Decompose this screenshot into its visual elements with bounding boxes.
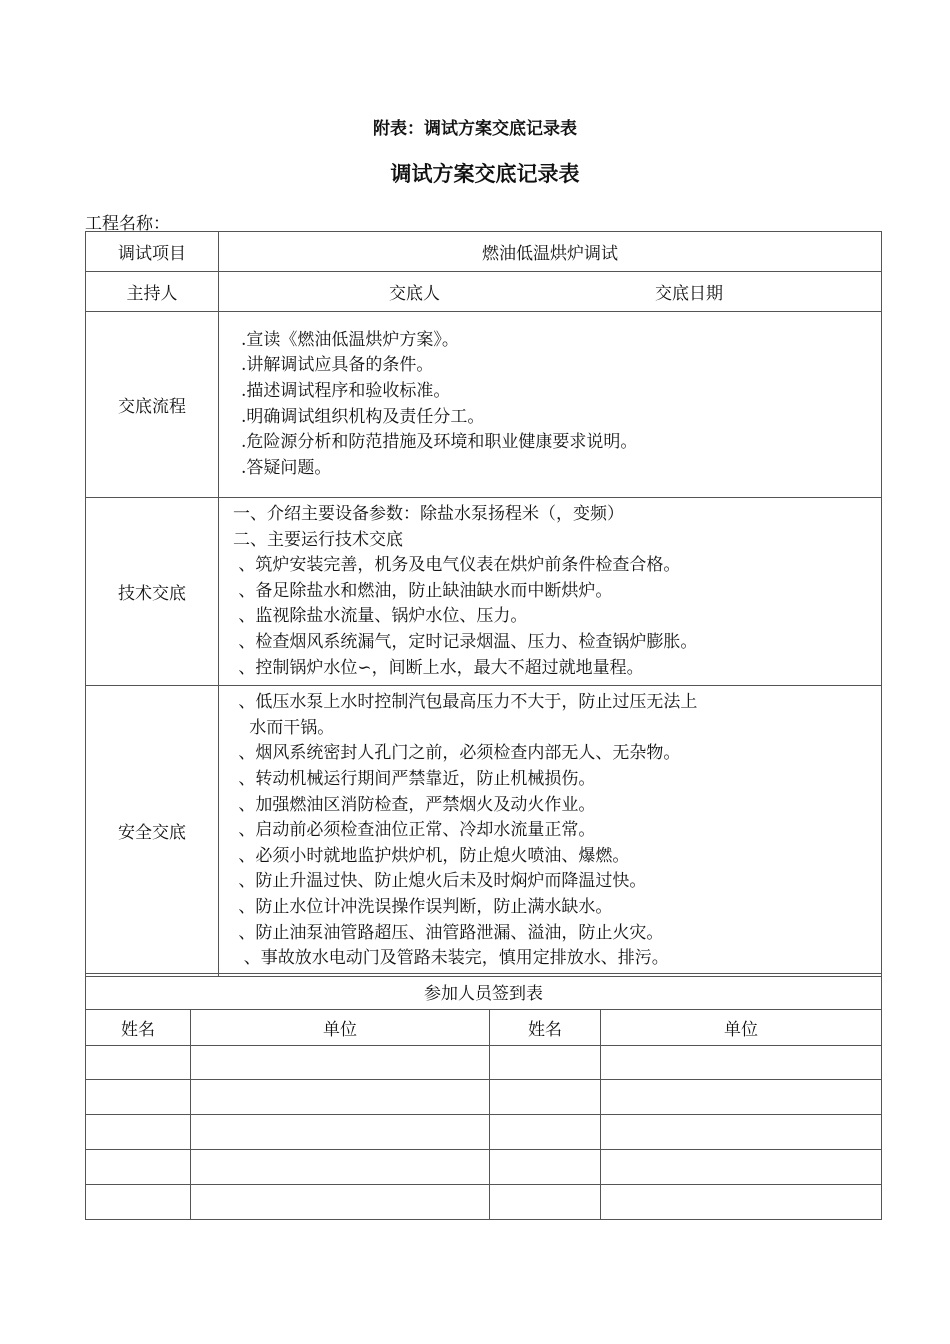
table-row xyxy=(86,1080,882,1115)
table-row xyxy=(86,1150,882,1185)
process-line: .答疑问题。 xyxy=(241,457,332,478)
name-cell[interactable] xyxy=(86,1046,191,1080)
process-label: 交底流程 xyxy=(86,312,219,498)
unit-cell[interactable] xyxy=(601,1185,882,1220)
col-name-2: 姓名 xyxy=(490,1010,601,1046)
unit-cell[interactable] xyxy=(191,1185,490,1220)
name-cell[interactable] xyxy=(86,1150,191,1185)
col-name-1: 姓名 xyxy=(86,1010,191,1046)
process-line: .宣读《燃油低温烘炉方案》。 xyxy=(241,329,459,350)
safety-line: 、启动前必须检查油位正常、冷却水流量正常。 xyxy=(233,820,596,841)
tech-line: 二、主要运行技术交底 xyxy=(233,529,403,550)
unit-cell[interactable] xyxy=(191,1150,490,1185)
tech-line: 、筑炉安装完善，机务及电气仪表在烘炉前条件检查合格。 xyxy=(233,555,681,576)
presenter-label: 交底人 xyxy=(389,284,440,304)
col-unit-2: 单位 xyxy=(601,1010,882,1046)
safety-line: 、防止升温过快、防止熄火后未及时焖炉而降温过快。 xyxy=(233,871,647,892)
unit-cell[interactable] xyxy=(191,1046,490,1080)
process-content xyxy=(219,312,882,498)
tech-line: 一、介绍主要设备参数：除盐水泵扬程米（，变频） xyxy=(233,504,624,524)
safety-line: 、事故放水电动门及管路未装完，慎用定排放水、排污。 xyxy=(233,948,669,969)
process-line: .明确调试组织机构及责任分工。 xyxy=(241,406,485,427)
safety-line: 、加强燃油区消防检查，严禁烟火及动火作业。 xyxy=(233,794,596,815)
project-name-label: 工程名称： xyxy=(85,214,170,234)
name-cell[interactable] xyxy=(86,1080,191,1115)
name-cell[interactable] xyxy=(86,1115,191,1150)
safety-line: 水而干锅。 xyxy=(233,717,335,738)
safety-line: 、低压水泵上水时控制汽包最高压力不大于，防止过压无法上 xyxy=(233,692,698,713)
appendix-title: 附表：调试方案交底记录表 xyxy=(373,119,577,139)
name-cell[interactable] xyxy=(86,1185,191,1220)
safety-line: 、烟风系统密封人孔门之前，必须检查内部无人、无杂物。 xyxy=(233,743,681,764)
signin-title: 参加人员签到表 xyxy=(86,974,882,1010)
tech-line: 、控制锅炉水位∽，间断上水，最大不超过就地量程。 xyxy=(233,657,644,678)
date-label: 交底日期 xyxy=(655,284,723,304)
table-row xyxy=(86,1115,882,1150)
tech-line: 、备足除盐水和燃油，防止缺油缺水而中断烘炉。 xyxy=(233,580,613,601)
process-line: .讲解调试应具备的条件。 xyxy=(241,355,434,376)
unit-cell[interactable] xyxy=(601,1080,882,1115)
name-cell[interactable] xyxy=(490,1080,601,1115)
name-cell[interactable] xyxy=(490,1115,601,1150)
safety-label: 安全交底 xyxy=(86,686,219,977)
safety-line: 、转动机械运行期间严禁靠近，防止机械损伤。 xyxy=(233,768,596,789)
tech-line: 、监视除盐水流量、锅炉水位、压力。 xyxy=(233,606,528,627)
unit-cell[interactable] xyxy=(191,1080,490,1115)
safety-line: 、防止水位计冲洗误操作误判断，防止满水缺水。 xyxy=(233,896,613,917)
safety-line: 、防止油泵油管路超压、油管路泄漏、溢油，防止火灾。 xyxy=(233,922,664,943)
unit-cell[interactable] xyxy=(601,1150,882,1185)
safety-line: 、必须小时就地监护烘炉机，防止熄火喷油、爆燃。 xyxy=(233,845,630,866)
name-cell[interactable] xyxy=(490,1046,601,1080)
process-line: .描述调试程序和验收标准。 xyxy=(241,380,451,401)
signin-table xyxy=(85,973,882,1220)
col-unit-1: 单位 xyxy=(191,1010,490,1046)
presenter-date-cell xyxy=(219,272,882,312)
name-cell[interactable] xyxy=(490,1185,601,1220)
tech-content xyxy=(219,498,882,686)
tech-label: 技术交底 xyxy=(86,498,219,686)
safety-content xyxy=(219,686,882,977)
name-cell[interactable] xyxy=(490,1150,601,1185)
table-row xyxy=(86,1185,882,1220)
process-line: .危险源分析和防范措施及环境和职业健康要求说明。 xyxy=(241,432,638,453)
host-label: 主持人 xyxy=(86,272,219,312)
tech-line: 、检查烟风系统漏气，定时记录烟温、压力、检查锅炉膨胀。 xyxy=(233,631,698,652)
item-value: 燃油低温烘炉调试 xyxy=(219,232,882,272)
unit-cell[interactable] xyxy=(601,1115,882,1150)
form-title: 调试方案交底记录表 xyxy=(390,162,580,186)
table-row xyxy=(86,1046,882,1080)
item-label: 调试项目 xyxy=(86,232,219,272)
unit-cell[interactable] xyxy=(601,1046,882,1080)
unit-cell[interactable] xyxy=(191,1115,490,1150)
handover-record-table xyxy=(85,231,882,977)
